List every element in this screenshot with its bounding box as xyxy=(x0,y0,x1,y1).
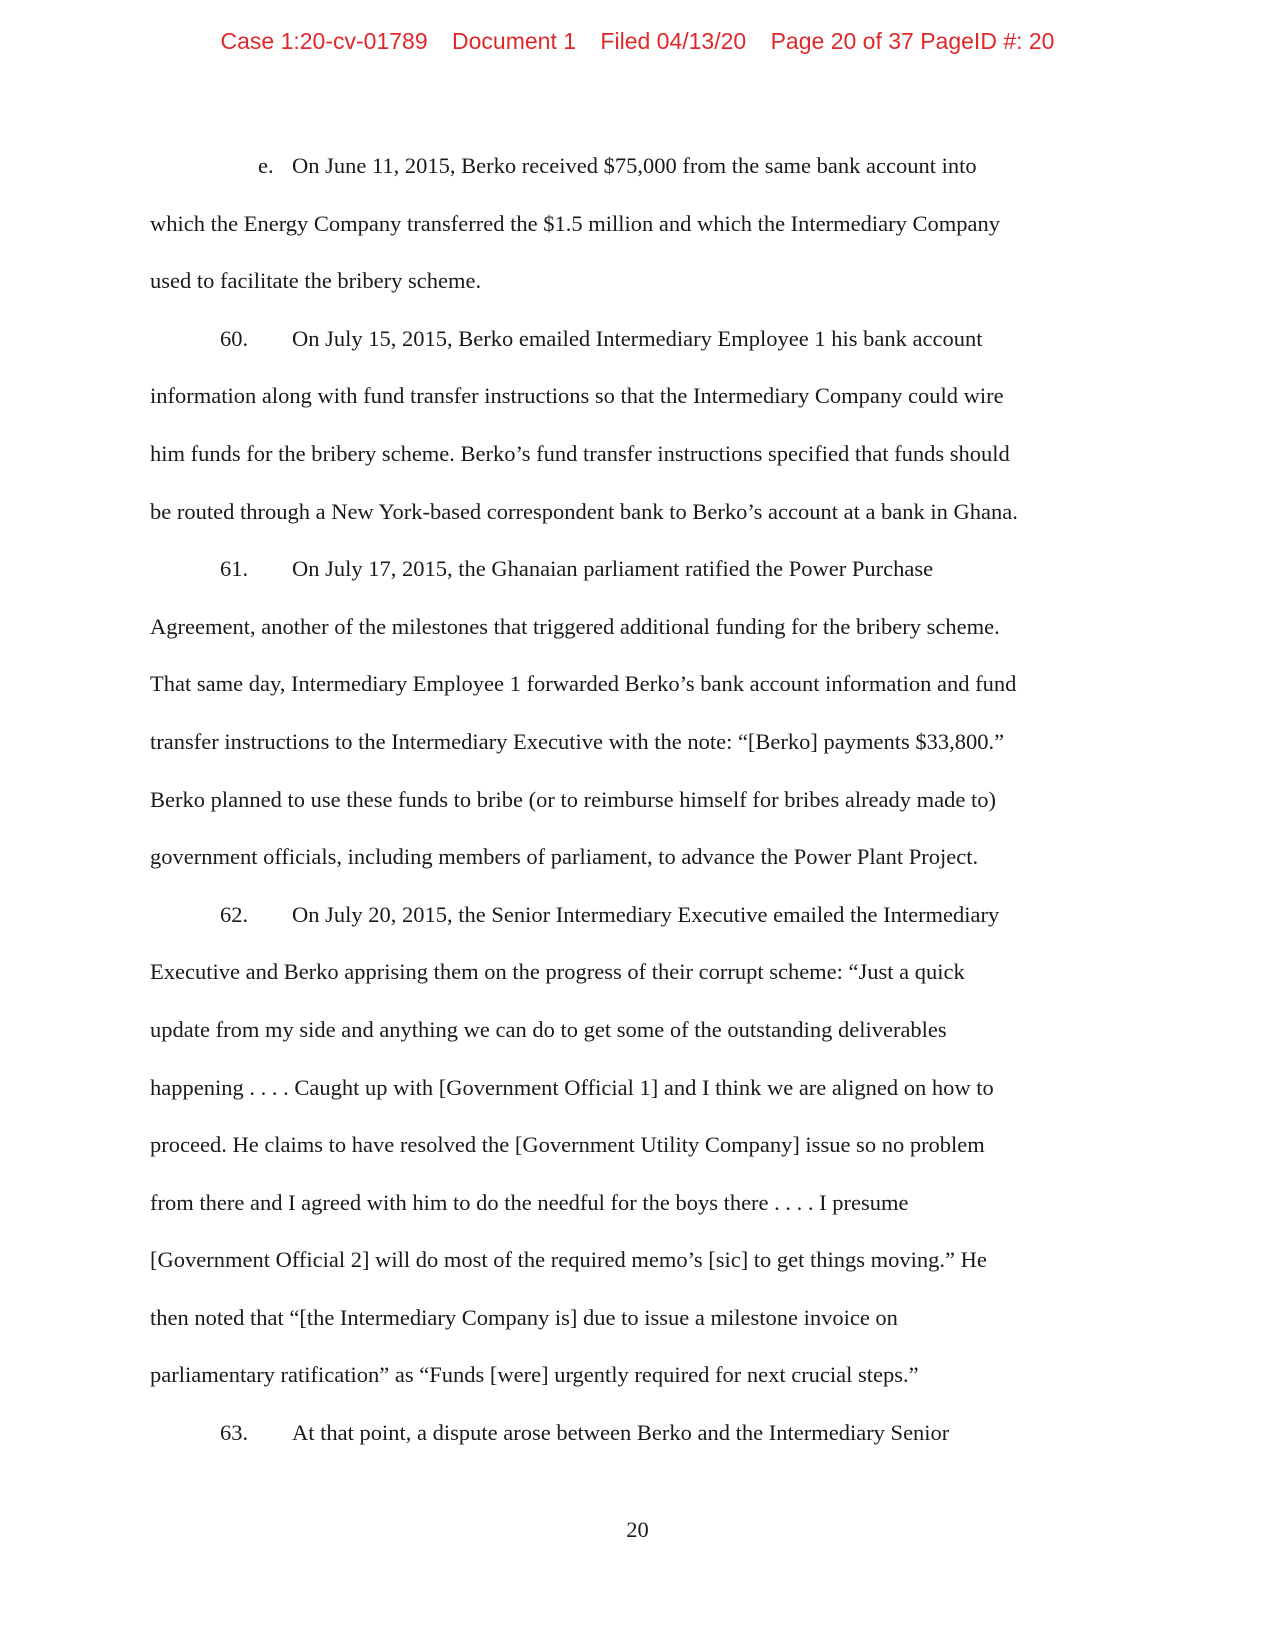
page-id: Page 20 of 37 PageID #: 20 xyxy=(770,28,1055,54)
paragraph-line: be routed through a New York-based correspondent bank to Berko’s account at a bank in Ghana. xyxy=(150,498,1018,524)
paragraph xyxy=(150,137,1125,310)
paragraph xyxy=(150,886,1125,1404)
case-number: Case 1:20-cv-01789 xyxy=(220,28,428,54)
paragraph-number: 62. xyxy=(220,901,249,927)
paragraph-number: 63. xyxy=(220,1420,249,1446)
paragraph-number: 61. xyxy=(220,556,249,582)
paragraph xyxy=(150,310,1125,540)
paragraph-line xyxy=(150,310,1125,368)
filed-date: Filed 04/13/20 xyxy=(600,28,747,54)
paragraph-first-line-text: At that point, a dispute arose between Berko and the Intermediary Senior xyxy=(292,1420,950,1446)
paragraph-line xyxy=(150,137,1125,195)
paragraph-line: Executive and Berko apprising them on the progress of their corrupt scheme: “Just a quick xyxy=(150,959,965,985)
paragraph-first-line-text: On July 20, 2015, the Senior Intermediary Executive emailed the Intermediary xyxy=(292,901,1000,927)
paragraph-line: transfer instructions to the Intermediary Executive with the note: “[Berko] payments $33,800.” xyxy=(150,728,1005,754)
paragraph-first-line-text: On July 15, 2015, Berko emailed Intermediary Employee 1 his bank account xyxy=(292,325,983,351)
paragraph-number: e. xyxy=(258,153,274,178)
document-body xyxy=(150,137,1125,1462)
paragraph-line: [Government Official 2] will do most of the required memo’s [sic] to get things moving.” He xyxy=(150,1247,987,1273)
paragraph-line xyxy=(150,540,1125,598)
paragraph-line: which the Energy Company transferred the $1.5 million and which the Intermediary Company xyxy=(150,210,1000,236)
paragraph-line xyxy=(150,1404,1125,1462)
paragraph-line: then noted that “[the Intermediary Company is] due to issue a milestone invoice on xyxy=(150,1304,898,1330)
paragraph-first-line-text: On June 11, 2015, Berko received $75,000 from the same bank account into xyxy=(292,153,977,178)
paragraph-line: That same day, Intermediary Employee 1 forwarded Berko’s bank account information and fund xyxy=(150,671,1017,697)
paragraph-line: government officials, including members of parliament, to advance the Power Plant Project. xyxy=(150,844,979,870)
paragraph-line: happening . . . . Caught up with [Government Official 1] and I think we are aligned on how to xyxy=(150,1074,994,1100)
paragraph xyxy=(150,1404,1125,1462)
paragraph-line: update from my side and anything we can do to get some of the outstanding deliverables xyxy=(150,1016,947,1042)
page-number: 20 xyxy=(626,1517,649,1542)
paragraph-line: him funds for the bribery scheme. Berko’s fund transfer instructions specified that funds should xyxy=(150,440,1010,466)
paragraph-line xyxy=(150,886,1125,944)
paragraph xyxy=(150,540,1125,886)
paragraph-line: parliamentary ratification” as “Funds [were] urgently required for next crucial steps.” xyxy=(150,1362,919,1388)
paragraph-line: information along with fund transfer instructions so that the Intermediary Company could wire xyxy=(150,383,1004,409)
paragraph-line: Berko planned to use these funds to bribe (or to reimburse himself for bribes already made to) xyxy=(150,786,997,812)
court-filing-stamp xyxy=(0,28,1275,55)
document-number: Document 1 xyxy=(452,28,577,54)
paragraph-number: 60. xyxy=(220,325,249,351)
paragraph-line: Agreement, another of the milestones that triggered additional funding for the bribery scheme. xyxy=(150,613,1000,639)
paragraph-first-line-text: On July 17, 2015, the Ghanaian parliament ratified the Power Purchase xyxy=(292,556,934,582)
paragraph-line: from there and I agreed with him to do the needful for the boys there . . . . I presume xyxy=(150,1189,909,1215)
paragraph-line: used to facilitate the bribery scheme. xyxy=(150,268,482,294)
paragraph-line: proceed. He claims to have resolved the [Government Utility Company] issue so no problem xyxy=(150,1132,985,1158)
